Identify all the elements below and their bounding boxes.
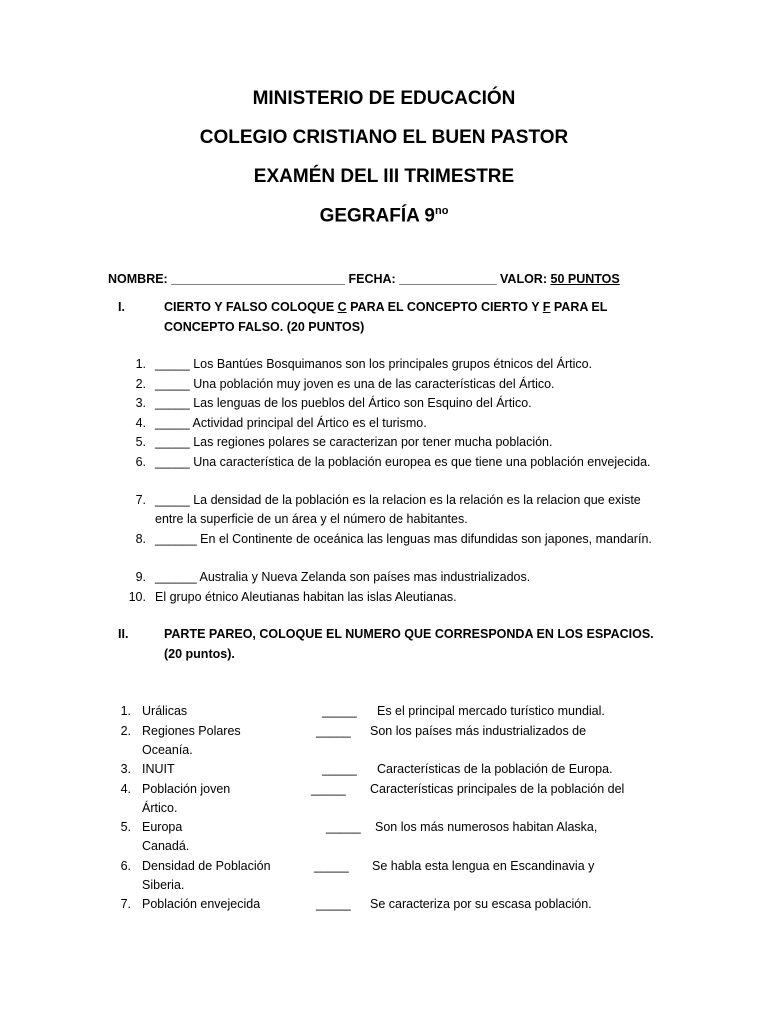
item-description: Es el principal mercado turístico mundial. (377, 704, 605, 718)
section-2-title: PARTE PAREO, COLOQUE EL NUMERO QUE CORRESPONDA EN LOS ESPACIOS. (20 puntos). (164, 627, 654, 661)
school-name: COLEGIO CRISTIANO EL BUEN PASTOR (199, 127, 569, 148)
item-number: 8. (135, 531, 146, 546)
section-1-number: I. (118, 300, 125, 314)
item-description: Son los países más industrializados de (370, 723, 587, 738)
item-statement: _____ Los Bantúes Bosquimanos son los principales grupos étnicos del Ártico. (155, 357, 593, 371)
item-number: 1. (120, 704, 131, 718)
item-statement: _____ Las regiones polares se caracterizan por tener mucha población. (155, 435, 553, 449)
item-number: 3. (120, 762, 131, 776)
item-statement: ______ En el Continente de oceánica las lenguas mas difundidas son japones, mandarín. (155, 531, 652, 546)
title-part: PARA EL CONCEPTO CIERTO Y (346, 300, 543, 314)
section-1-title (164, 297, 634, 337)
subject-title (0, 205, 768, 227)
fecha-blank: ______________ (399, 272, 497, 286)
item-statement: _____ Una población muy joven es una de las características del Ártico. (155, 376, 555, 391)
section-1-heading (118, 297, 648, 339)
item-number: 5. (135, 435, 146, 449)
item-number: 5. (120, 820, 131, 834)
item-statement: _____ Las lenguas de los pueblos del Ártico son Esquino del Ártico. (155, 396, 532, 410)
grade-superscript: no (434, 205, 449, 217)
item-number: 2. (120, 723, 131, 738)
item-number: 6. (120, 859, 131, 873)
item-description: Se caracteriza por su escasa población. (370, 897, 592, 911)
item-term: Densidad de Población (142, 859, 271, 873)
item-description-wrap: Ártico. (142, 800, 178, 815)
item-description: Se habla esta lengua en Escandinavia y (372, 859, 595, 873)
subject-text: GEGRAFÍA 9 (319, 205, 435, 227)
answer-blank: _____ (314, 859, 349, 873)
item-number: 4. (135, 415, 146, 430)
item-description: Características principales de la población del (370, 781, 625, 796)
answer-blank: _____ (311, 781, 346, 796)
answer-blank: _____ (326, 820, 361, 834)
item-term: Población joven (142, 781, 231, 796)
title-part: PARA EL CONCEPTO FALSO. (20 PUNTOS) (164, 300, 608, 334)
answer-blank: _____ (322, 704, 357, 718)
item-description-wrap: Canadá. (142, 839, 190, 854)
nombre-label: NOMBRE: (108, 272, 168, 286)
valor-value: 50 PUNTOS (550, 272, 620, 286)
section-2-number: II. (118, 627, 129, 641)
valor-label: VALOR: (500, 272, 548, 286)
item-number: 7. (135, 493, 146, 507)
title-letter-c: C (337, 300, 347, 314)
item-number: 9. (135, 570, 146, 584)
item-statement: El grupo étnico Aleutianas habitan las islas Aleutianas. (155, 589, 457, 604)
item-term: Población envejecida (142, 897, 261, 911)
item-number: 7. (120, 897, 131, 911)
section-2-heading (118, 624, 678, 666)
item-statement: _____ La densidad de la población es la relacion es la relación es la relacion que existe entre la superficie de un área y el número de habitantes. (155, 493, 641, 527)
item-number: 3. (135, 396, 146, 410)
item-term: Urálicas (142, 704, 188, 718)
item-number: 1. (135, 357, 146, 371)
item-statement: ______ Australia y Nueva Zelanda son países mas industrializados. (155, 570, 531, 584)
item-number: 4. (120, 781, 131, 796)
item-description: Características de la población de Europa. (377, 762, 613, 776)
item-term: Regiones Polares (142, 723, 241, 738)
item-number: 6. (135, 454, 146, 469)
item-statement: _____ Actividad principal del Ártico es el turismo. (155, 415, 427, 430)
nombre-blank: _________________________ (171, 272, 346, 286)
answer-blank: _____ (316, 723, 351, 738)
fecha-label: FECHA: (348, 272, 396, 286)
item-term: Europa (142, 820, 183, 834)
answer-blank: _____ (316, 897, 351, 911)
student-info-line (108, 272, 620, 286)
item-number: 2. (135, 376, 146, 391)
item-description-wrap: Siberia. (142, 878, 185, 893)
title-part: CIERTO Y FALSO COLOQUE (164, 300, 338, 314)
item-term: INUIT (142, 762, 175, 776)
exam-title: EXAMÉN DEL III TRIMESTRE (253, 166, 515, 187)
item-description: Son los más numerosos habitan Alaska, (375, 820, 598, 834)
item-number: 10. (128, 589, 146, 604)
item-description-wrap: Oceanía. (142, 742, 193, 757)
title-letter-f: F (542, 300, 551, 314)
ministry-title: MINISTERIO DE EDUCACIÓN (252, 88, 516, 109)
answer-blank: _____ (322, 762, 357, 776)
item-statement: _____ Una característica de la población europea es que tiene una población envejecida. (155, 454, 651, 469)
